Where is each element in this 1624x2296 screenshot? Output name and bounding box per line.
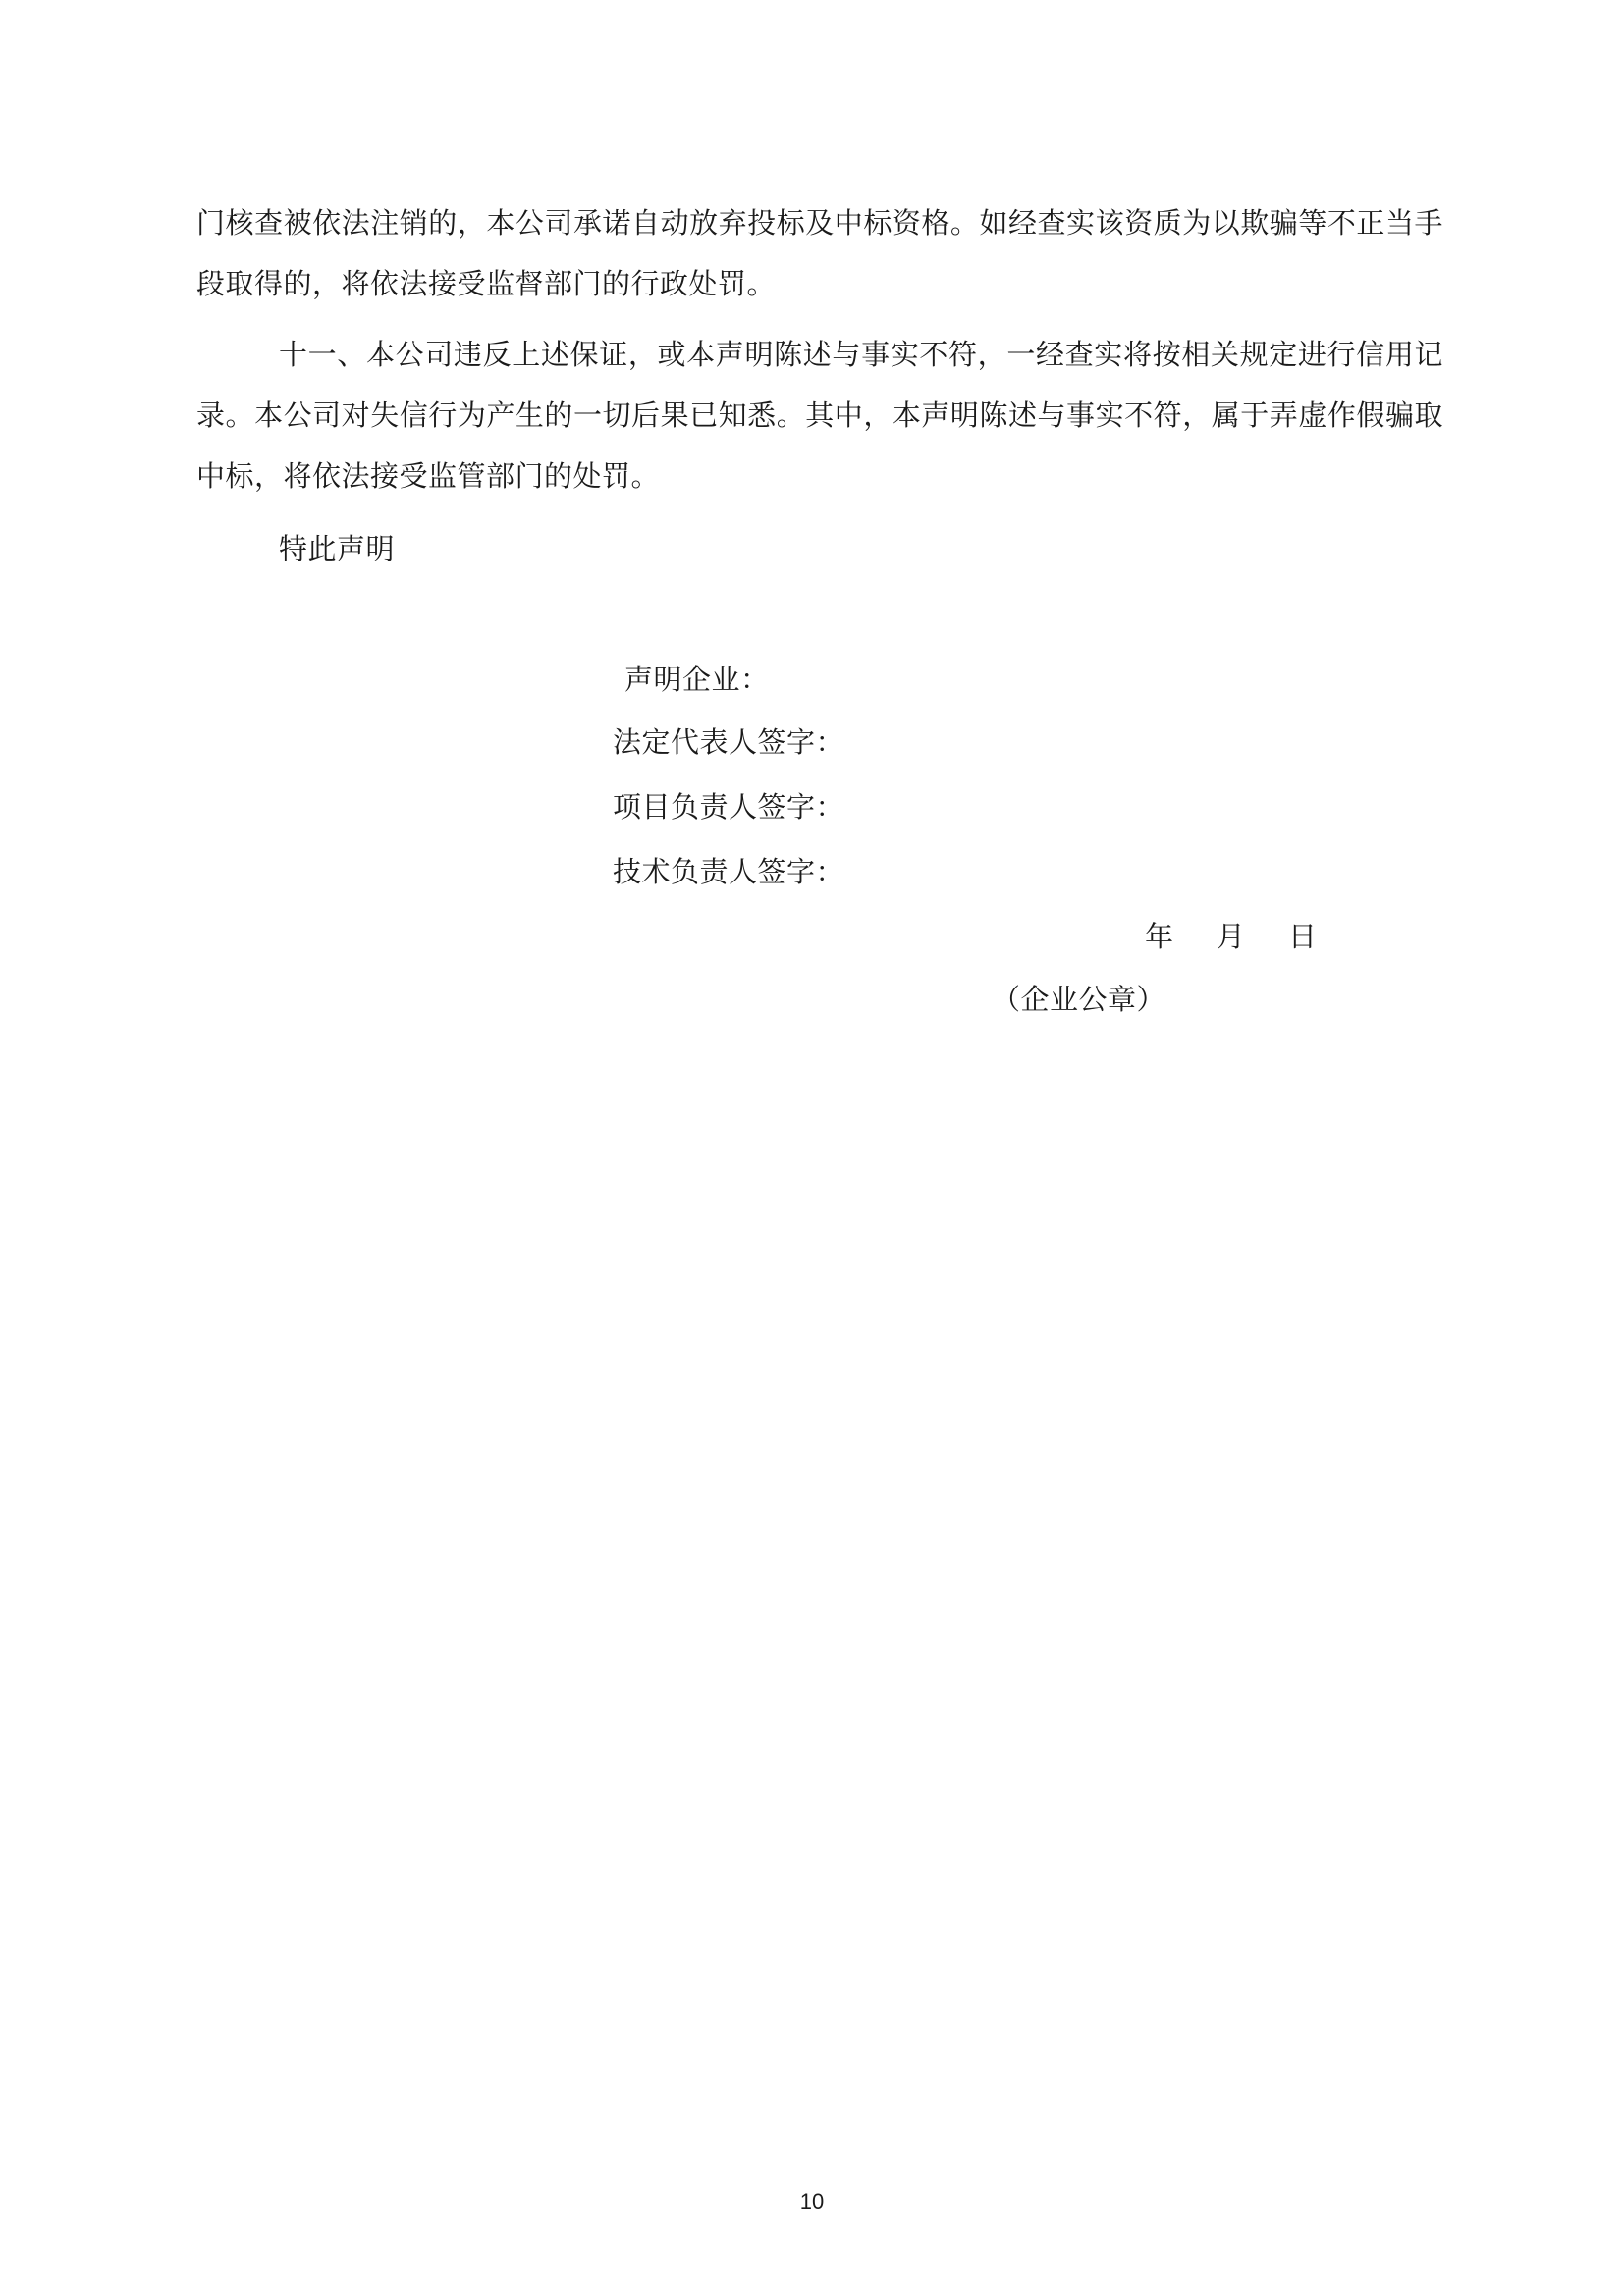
declaring-company-label: 声明企业： [624, 663, 770, 696]
date-month-label: 月 [1217, 920, 1246, 953]
technical-lead-signature-label: 技术负责人签字： [613, 855, 845, 888]
paragraph-closing-statement: 特此声明 [279, 532, 396, 565]
paragraph-clause-eleven: 十一、本公司违反上述保证，或本声明陈述与事实不符，一经查实将按相关规定进行信用记录。本公司对失信行为产生的一切后果已知悉。其中，本声明陈述与事实不符，属于弄虚作假骗取中标，将依法接受监管部门的处罚。 [196, 338, 1443, 493]
project-lead-signature-label: 项目负责人签字： [613, 790, 845, 824]
paragraph-revocation-clause: 门核查被依法注销的，本公司承诺自动放弃投标及中标资格。如经查实该资质为以欺骗等不正当手段取得的，将依法接受监督部门的行政处罚。 [196, 206, 1443, 300]
date-day-label: 日 [1288, 920, 1318, 953]
legal-representative-signature-label: 法定代表人签字： [613, 725, 845, 759]
page-number: 10 [799, 2189, 825, 2214]
company-seal-label: （企业公章） [992, 983, 1166, 1016]
date-year-label: 年 [1145, 920, 1174, 953]
date-line [1145, 917, 1317, 956]
